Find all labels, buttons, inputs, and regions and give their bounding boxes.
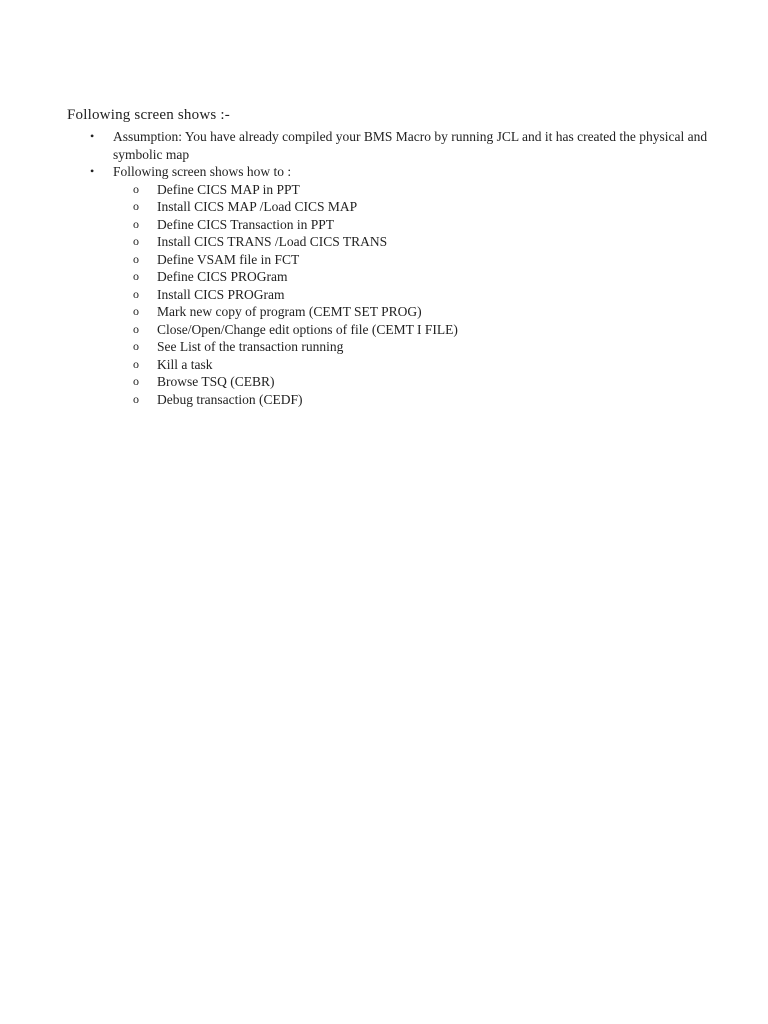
list-item	[133, 233, 708, 251]
list-item-text: Kill a task	[157, 356, 213, 372]
list-item	[133, 216, 708, 234]
list-item-text: Define CICS PROGram	[157, 269, 288, 284]
circle-bullet-icon: o	[133, 269, 139, 283]
circle-bullet-icon: o	[133, 251, 139, 266]
list-item-text: Browse TSQ (CEBR)	[157, 374, 275, 389]
circle-bullet-icon: o	[133, 286, 139, 301]
circle-bullet-icon: o	[133, 321, 139, 336]
list-item-text: Debug transaction (CEDF)	[157, 391, 303, 407]
circle-bullet-icon: o	[133, 339, 139, 353]
list-item-text: Define CICS MAP in PPT	[157, 181, 300, 197]
list-item-text: Install CICS TRANS /Load CICS TRANS	[157, 234, 388, 249]
circle-bullet-icon: o	[133, 216, 139, 231]
section-heading: Following screen shows :-	[67, 107, 230, 123]
bullet-item-assumption	[88, 128, 708, 163]
circle-bullet-icon: o	[133, 304, 139, 318]
list-item-text: Define VSAM file in FCT	[157, 251, 300, 267]
circle-bullet-icon: o	[133, 374, 139, 388]
list-item	[133, 391, 708, 409]
circle-bullet-icon: o	[133, 356, 139, 371]
list-item	[133, 373, 708, 391]
bullet-list	[88, 128, 708, 408]
bullet-item-how-to	[88, 163, 708, 408]
list-item	[133, 198, 708, 216]
list-item	[133, 286, 708, 304]
circle-bullet-icon: o	[133, 199, 139, 213]
list-item	[133, 181, 708, 199]
list-item	[133, 338, 708, 356]
circle-bullet-icon: o	[133, 181, 139, 196]
list-item	[133, 251, 708, 269]
circle-bullet-icon: o	[133, 391, 139, 406]
list-item-text: See List of the transaction running	[157, 339, 344, 354]
list-item	[133, 356, 708, 374]
list-item-text: Define CICS Transaction in PPT	[157, 216, 335, 232]
bullet-dot-icon: •	[90, 164, 95, 178]
list-item	[133, 303, 708, 321]
circle-bullet-icon: o	[133, 234, 139, 248]
bullet-dot-icon: •	[90, 129, 95, 143]
list-item	[133, 321, 708, 339]
bullet-text: Assumption: You have already compiled your BMS Macro by running JCL and it has created the physical and symbolic map	[113, 129, 708, 162]
list-item-text: Mark new copy of program (CEMT SET PROG)	[157, 304, 422, 319]
list-item-text: Close/Open/Change edit options of file (CEMT I FILE)	[157, 321, 458, 337]
bullet-text: Following screen shows how to :	[113, 164, 292, 179]
list-item-text: Install CICS MAP /Load CICS MAP	[157, 199, 358, 214]
list-item-text: Install CICS PROGram	[157, 286, 285, 302]
sub-bullet-list	[133, 181, 708, 409]
list-item	[133, 268, 708, 286]
